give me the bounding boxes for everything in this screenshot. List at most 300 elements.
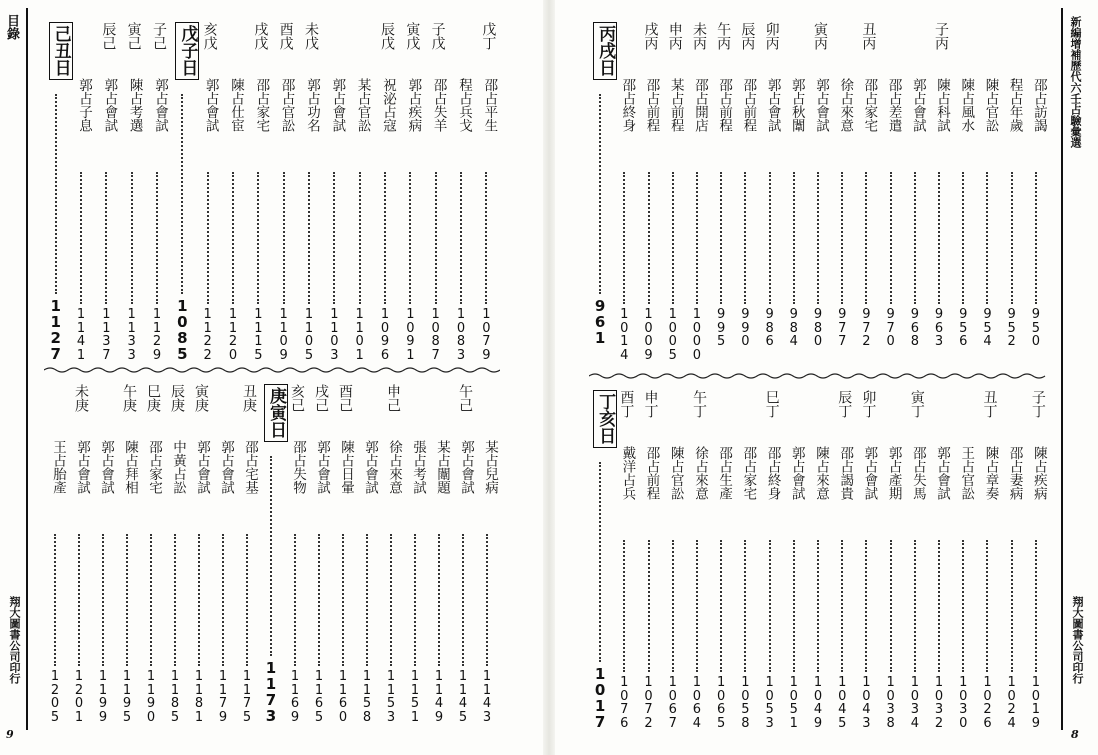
entry-leader-dots (962, 172, 964, 304)
entry-title: 張占考試 (410, 440, 426, 494)
entry-title: 邵占平生 (481, 78, 498, 132)
entry-page-number: 9 8 4 (789, 307, 798, 349)
entry-leader-dots (126, 534, 128, 666)
entry-leader-dots (1011, 540, 1013, 672)
entry-leader-dots (222, 534, 224, 666)
day-heading (587, 22, 616, 362)
entry-leader-dots (720, 172, 722, 304)
toc-entry (476, 384, 498, 724)
entry-leader-dots (438, 534, 440, 666)
entry-leader-dots (793, 172, 795, 304)
toc-entry (855, 390, 877, 730)
entry-ganzhi: 寅己 (125, 22, 142, 50)
entry-title: 邵占終身 (764, 446, 781, 500)
entry-leader-dots (102, 534, 104, 666)
toc-entry (807, 22, 829, 362)
entry-title: 郭占會試 (813, 78, 829, 132)
entry-title: 郭占會試 (152, 78, 168, 132)
entry-page-number: 1 0 1 4 (620, 307, 629, 363)
day-heading-label: 庚寅日 (264, 384, 288, 442)
toc-entry (783, 22, 805, 362)
entry-leader-dots (696, 172, 698, 304)
entry-title: 郭占會試 (788, 446, 805, 500)
entry-page-number: 1 0 6 4 (692, 675, 702, 731)
entry-page-number: 1 0 5 1 (789, 675, 798, 731)
toc-entry (222, 22, 244, 362)
toc-entry (759, 390, 781, 730)
entry-page-number: 1 1 9 5 (122, 669, 132, 725)
entry-title: 某占兒病 (482, 440, 498, 494)
entry-title: 邵占謁貴 (837, 446, 854, 500)
toc-entry (380, 384, 402, 724)
left-divider (44, 366, 500, 374)
toc-entry (44, 384, 66, 724)
entry-page-number: 1 1 8 5 (170, 669, 180, 725)
entry-ganzhi: 巳庚 (145, 384, 161, 412)
toc-entry (638, 22, 660, 362)
heading-leader-dots (599, 462, 601, 662)
entry-title: 邵占家宅 (861, 78, 878, 132)
toc-entry (662, 390, 684, 730)
entry-ganzhi: 申丙 (666, 22, 683, 50)
entry-page-number: 9 7 7 (838, 307, 847, 349)
toc-entry (686, 390, 708, 730)
entry-title: 郭占會試 (314, 440, 330, 494)
toc-entry (236, 384, 258, 724)
entry-ganzhi: 辰庚 (169, 384, 185, 412)
entry-leader-dots (460, 172, 462, 304)
entry-leader-dots (198, 534, 200, 666)
entry-leader-dots (986, 540, 988, 672)
toc-entry (247, 22, 269, 362)
entry-page-number: 1 1 1 5 (254, 307, 263, 363)
entry-ganzhi: 酉己 (337, 384, 353, 412)
entry-title: 郭占會試 (329, 78, 346, 132)
entry-leader-dots (623, 172, 625, 304)
entry-page-number: 1 1 5 1 (410, 669, 420, 725)
entry-page-number: 1 0 3 8 (886, 675, 895, 731)
entry-page-number: 1 1 7 5 (242, 669, 252, 725)
entry-leader-dots (174, 534, 176, 666)
entry-leader-dots (672, 540, 674, 672)
entry-title: 郭占產期 (885, 446, 902, 500)
entry-title: 某占前程 (667, 78, 684, 132)
entry-page-number: 1 1 6 9 (290, 669, 300, 725)
entry-leader-dots (890, 540, 892, 672)
toc-entry (976, 390, 998, 730)
entry-page-number: 9 9 5 (717, 307, 726, 349)
entry-page-number: 1 0 3 2 (934, 675, 944, 731)
entry-leader-dots (841, 172, 843, 304)
entry-leader-dots (696, 540, 698, 672)
entry-leader-dots (54, 534, 56, 666)
entry-title: 陳占章奏 (982, 446, 999, 500)
entry-page-number: 1 2 0 5 (50, 669, 60, 725)
entry-leader-dots (769, 172, 771, 304)
entry-ganzhi: 未戊 (303, 22, 319, 50)
entry-page-number: 1 0 3 0 (959, 675, 968, 731)
toc-entry (374, 22, 396, 362)
toc-entry (831, 22, 853, 362)
entry-ganzhi: 子戊 (429, 22, 446, 50)
toc-entry (1001, 390, 1023, 730)
entry-title: 郭占會試 (861, 446, 878, 500)
entry-page-number: 1 1 3 3 (127, 307, 136, 363)
entry-ganzhi: 未庚 (73, 384, 89, 412)
entry-ganzhi: 丑庚 (241, 384, 257, 412)
entry-page-number: 9 7 2 (862, 307, 871, 349)
entry-title: 郭占會試 (458, 440, 474, 494)
entry-title: 陳占官訟 (667, 446, 684, 500)
toc-entry (116, 384, 138, 724)
entry-ganzhi: 丑丁 (981, 390, 998, 418)
entry-ganzhi: 酉丁 (618, 390, 635, 418)
entry-page-number: 9 6 3 (934, 307, 944, 349)
entry-leader-dots (207, 172, 209, 304)
day-heading-page: 1 0 1 7 (594, 665, 606, 731)
toc-entry (164, 384, 186, 724)
entry-title: 邵占差遣 (885, 78, 902, 132)
entry-title: 郭占會試 (202, 78, 219, 132)
toc-entry (904, 390, 926, 730)
entry-leader-dots (435, 172, 437, 304)
entry-leader-dots (841, 540, 843, 672)
entry-title: 陳占拜相 (122, 440, 138, 494)
right-page (549, 0, 1098, 755)
toc-entry (831, 390, 853, 730)
toc-entry (349, 22, 371, 362)
right-top-section (589, 22, 1049, 362)
entry-leader-dots (744, 540, 746, 672)
left-margin-rule (26, 8, 28, 730)
day-heading-page: 9 6 1 (594, 297, 606, 347)
entry-leader-dots (409, 172, 411, 304)
toc-entry (188, 384, 210, 724)
entry-leader-dots (156, 172, 158, 304)
entry-page-number: 9 5 2 (1007, 307, 1016, 349)
entry-title: 陳占官訟 (982, 78, 999, 132)
day-heading (43, 22, 69, 362)
entry-title: 王占官訟 (958, 446, 975, 500)
entry-page-number: 1 1 4 5 (458, 669, 468, 725)
entry-leader-dots (817, 540, 819, 672)
day-heading-title (169, 22, 198, 80)
toc-entry (146, 22, 168, 362)
entry-ganzhi: 辰丁 (836, 390, 853, 418)
entry-leader-dots (486, 534, 488, 666)
entry-leader-dots (366, 534, 368, 666)
toc-entry (212, 384, 234, 724)
toc-entry (807, 390, 829, 730)
entry-page-number: 1 0 2 6 (983, 675, 992, 731)
entry-leader-dots (914, 172, 916, 304)
entry-page-number: 1 1 7 9 (218, 669, 228, 725)
entry-title: 陳占疾病 (1030, 446, 1047, 500)
entry-title: 邵占終身 (619, 78, 636, 132)
day-heading-title (587, 390, 616, 448)
entry-leader-dots (962, 540, 964, 672)
entry-leader-dots (384, 172, 386, 304)
entry-ganzhi: 亥己 (289, 384, 305, 412)
entry-page-number: 1 0 7 2 (644, 675, 653, 731)
entry-ganzhi: 未丙 (690, 22, 707, 50)
toc-entry (332, 384, 354, 724)
toc-entry (952, 22, 974, 362)
day-heading-title (258, 384, 284, 442)
entry-page-number: 9 8 0 (813, 307, 823, 349)
entry-page-number: 1 0 9 6 (380, 307, 390, 363)
entry-page-number: 1 0 0 9 (644, 307, 653, 363)
toc-entry (475, 22, 497, 362)
entry-title: 邵占家宅 (740, 446, 757, 500)
entry-page-number: 1 0 6 7 (668, 675, 677, 731)
toc-entry (68, 384, 90, 724)
toc-entry (686, 22, 708, 362)
entry-ganzhi: 寅丁 (908, 390, 925, 418)
toc-entry (273, 22, 295, 362)
entry-title: 邵占前程 (643, 446, 660, 500)
entry-page-number: 9 5 4 (983, 307, 992, 349)
entry-title: 郭占會試 (74, 440, 90, 494)
toc-entry (855, 22, 877, 362)
entry-leader-dots (769, 540, 771, 672)
entry-leader-dots (1011, 172, 1013, 304)
entry-leader-dots (793, 540, 795, 672)
entry-title: 陳占風水 (958, 78, 975, 132)
entry-page-number: 1 1 6 5 (314, 669, 324, 725)
entry-page-number: 1 1 0 1 (355, 307, 364, 363)
left-publisher: 翔大圖書公司印行 (8, 596, 21, 684)
entry-title: 陳占來意 (813, 446, 829, 500)
entry-page-number: 1 1 8 1 (194, 669, 204, 725)
entry-title: 陳占考選 (126, 78, 143, 132)
toc-entry (880, 390, 902, 730)
entry-page-number: 1 0 0 5 (668, 307, 677, 363)
entry-title: 邵占前程 (740, 78, 757, 132)
entry-page-number: 1 0 8 7 (431, 307, 440, 363)
heading-leader-dots (181, 94, 183, 294)
entry-ganzhi: 寅戊 (404, 22, 421, 50)
entry-leader-dots (744, 172, 746, 304)
entry-page-number: 1 0 7 9 (482, 307, 491, 363)
entry-leader-dots (232, 172, 234, 304)
toc-entry (928, 390, 950, 730)
day-heading-page: 1 1 2 7 (50, 297, 61, 363)
toc-entry (1025, 22, 1047, 362)
entry-leader-dots (938, 172, 940, 304)
entry-ganzhi: 子丁 (1029, 390, 1046, 418)
entry-title: 邵占失馬 (909, 446, 926, 500)
entry-leader-dots (333, 172, 335, 304)
entry-title: 郭占會試 (764, 78, 781, 132)
heading-leader-dots (599, 94, 601, 294)
entry-title: 邵占生產 (716, 446, 733, 500)
entry-title: 戴洋占兵 (619, 446, 636, 500)
toc-entry (452, 384, 474, 724)
toc-entry (952, 390, 974, 730)
entry-ganzhi: 巳丁 (763, 390, 780, 418)
entry-page-number: 9 7 0 (886, 307, 895, 349)
entry-title: 郭占會試 (101, 78, 118, 132)
entry-title: 邵占開店 (691, 78, 708, 132)
entry-page-number: 9 5 6 (959, 307, 968, 349)
right-divider (589, 372, 1049, 380)
entry-page-number: 1 1 4 3 (482, 669, 492, 725)
right-page-number: 8 (1071, 728, 1079, 741)
day-heading (169, 22, 198, 363)
entry-leader-dots (131, 172, 133, 304)
entry-page-number: 1 1 0 3 (330, 307, 339, 363)
entry-title: 徐占來意 (386, 440, 402, 494)
entry-title: 邵占妻病 (1006, 446, 1023, 500)
entry-leader-dots (294, 534, 296, 666)
toc-entry (404, 384, 426, 724)
entry-leader-dots (648, 172, 650, 304)
left-page-number: 9 (6, 728, 14, 741)
entry-ganzhi: 戌己 (313, 384, 329, 412)
entry-leader-dots (462, 534, 464, 666)
entry-ganzhi: 辰己 (100, 22, 117, 50)
entry-leader-dots (986, 172, 988, 304)
entry-page-number: 1 0 9 1 (406, 307, 415, 363)
day-heading-page: 1 1 7 3 (265, 659, 277, 725)
entry-title: 郭占會試 (362, 440, 378, 494)
toc-entry (92, 384, 114, 724)
entry-ganzhi: 午丙 (715, 22, 732, 50)
toc-entry (356, 384, 378, 724)
toc-entry (783, 390, 805, 730)
toc-entry (323, 22, 345, 362)
entry-page-number: 1 1 0 9 (279, 307, 288, 363)
entry-page-number: 9 5 0 (1031, 307, 1041, 349)
entry-title: 某占闈題 (434, 440, 450, 494)
entry-page-number: 1 0 4 3 (862, 675, 871, 731)
toc-entry (662, 22, 684, 362)
toc-entry (928, 22, 950, 362)
left-top-section (44, 22, 500, 362)
entry-leader-dots (414, 534, 416, 666)
heading-leader-dots (270, 456, 272, 656)
entry-title: 郭占會試 (194, 440, 210, 494)
entry-title: 徐占來意 (837, 78, 854, 132)
entry-title: 中黃占訟 (170, 440, 186, 494)
entry-leader-dots (342, 534, 344, 666)
entry-ganzhi: 申丁 (642, 390, 659, 418)
entry-title: 郭占會試 (909, 78, 926, 132)
entry-title: 郭占功名 (304, 78, 320, 132)
toc-entry (710, 22, 732, 362)
entry-page-number: 1 1 2 9 (152, 307, 162, 363)
toc-entry (197, 22, 219, 362)
entry-page-number: 1 1 2 2 (203, 307, 212, 363)
entry-ganzhi: 卯丁 (860, 390, 877, 418)
toc-entry (880, 22, 902, 362)
right-bottom-section (589, 390, 1049, 730)
entry-title: 王占胎產 (50, 440, 66, 494)
entry-page-number: 9 6 8 (910, 307, 919, 349)
toc-entry (140, 384, 162, 724)
right-side-label: 新編增補歷代六壬占驗彙選 (1069, 16, 1082, 148)
entry-page-number: 1 0 1 9 (1031, 675, 1041, 731)
entry-ganzhi: 申己 (385, 384, 401, 412)
entry-ganzhi: 卯丙 (763, 22, 780, 50)
right-publisher: 翔大圖書公司印行 (1071, 596, 1084, 684)
entry-leader-dots (78, 534, 80, 666)
entry-page-number: 1 1 9 0 (146, 669, 156, 725)
right-margin-rule (1061, 8, 1063, 730)
entry-title: 邵占前程 (716, 78, 733, 132)
entry-page-number: 9 8 6 (765, 307, 774, 349)
toc-entry (710, 390, 732, 730)
entry-page-number: 1 1 9 9 (98, 669, 108, 725)
entry-page-number: 1 0 4 5 (838, 675, 847, 731)
left-bottom-section (44, 384, 500, 724)
entry-title: 郭占會試 (218, 440, 234, 494)
entry-title: 陳占日暈 (338, 440, 354, 494)
day-heading-title (43, 22, 69, 80)
entry-ganzhi: 午庚 (121, 384, 137, 412)
entry-ganzhi: 亥戊 (201, 22, 218, 50)
entry-ganzhi: 酉戊 (277, 22, 294, 50)
entry-title: 邵占家宅 (146, 440, 162, 494)
entry-page-number: 1 1 0 5 (304, 307, 314, 363)
entry-page-number: 1 0 7 6 (620, 675, 629, 731)
toc-entry (734, 22, 756, 362)
toc-entry (425, 22, 447, 362)
toc-entry (734, 390, 756, 730)
toc-entry (95, 22, 117, 362)
entry-leader-dots (648, 540, 650, 672)
toc-entry (428, 384, 450, 724)
day-heading-title (587, 22, 616, 80)
entry-leader-dots (257, 172, 259, 304)
entry-page-number: 9 9 0 (741, 307, 750, 349)
entry-leader-dots (720, 540, 722, 672)
entry-page-number: 1 0 0 0 (692, 307, 702, 363)
entry-title: 邵占家宅 (253, 78, 270, 132)
entry-ganzhi: 丑丙 (860, 22, 877, 50)
entry-page-number: 1 0 4 9 (813, 675, 823, 731)
entry-leader-dots (817, 172, 819, 304)
entry-page-number: 1 1 4 1 (76, 307, 86, 363)
toc-entry (976, 22, 998, 362)
entry-title: 郭占子息 (76, 78, 92, 132)
entry-ganzhi: 寅庚 (193, 384, 209, 412)
entry-ganzhi: 子丙 (933, 22, 950, 50)
entry-title: 邵占官訟 (278, 78, 295, 132)
entry-leader-dots (865, 540, 867, 672)
toc-entry (70, 22, 92, 362)
entry-ganzhi: 子己 (151, 22, 167, 50)
entry-title: 程占兵戈 (456, 78, 472, 132)
entry-page-number: 1 0 6 5 (717, 675, 726, 731)
toc-entry (1001, 22, 1023, 362)
entry-ganzhi: 戊丁 (480, 22, 497, 50)
entry-leader-dots (485, 172, 487, 304)
entry-ganzhi: 寅丙 (812, 22, 828, 50)
entry-page-number: 1 0 8 3 (456, 307, 466, 363)
day-heading (587, 390, 616, 731)
day-heading-label: 己丑日 (49, 22, 73, 80)
entry-title: 邵占訪謁 (1030, 78, 1047, 132)
entry-leader-dots (318, 534, 320, 666)
entry-ganzhi: 午丁 (690, 390, 707, 418)
entry-page-number: 1 1 5 8 (362, 669, 372, 725)
day-heading-label: 戊子日 (175, 22, 199, 80)
entry-ganzhi: 戌丙 (642, 22, 659, 50)
entry-page-number: 1 0 5 3 (765, 675, 774, 731)
entry-title: 邵占前程 (643, 78, 660, 132)
